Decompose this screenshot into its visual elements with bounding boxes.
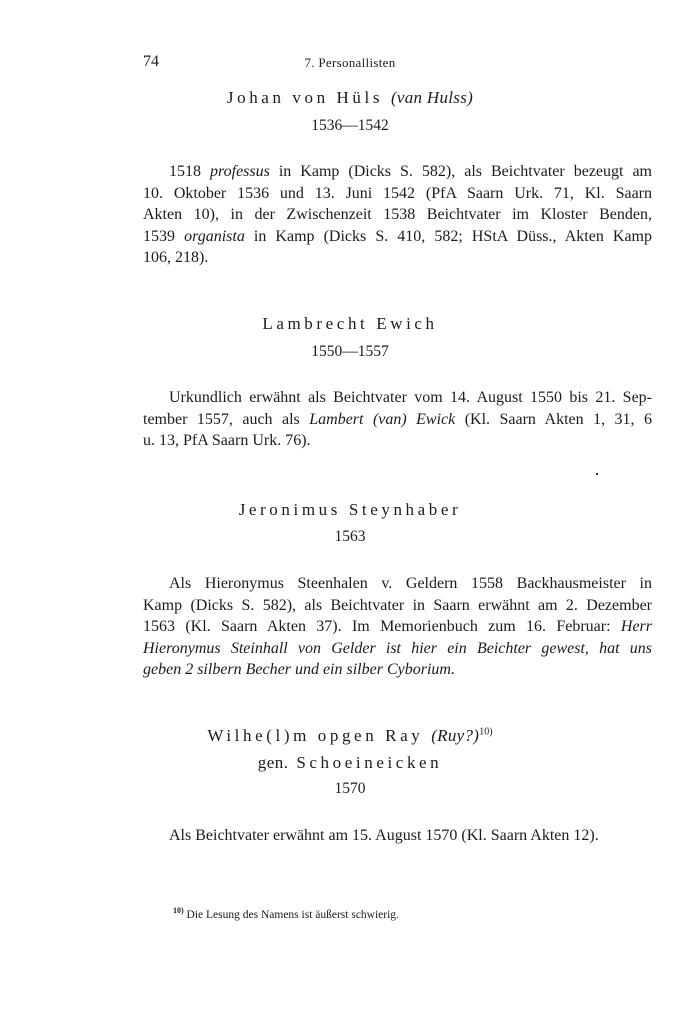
entry-heading (0, 88, 700, 108)
entry-paragraph (143, 825, 652, 847)
entry-paragraph (143, 161, 652, 269)
entry-years: 1550—1557 (311, 343, 389, 360)
entry-paragraph (143, 573, 652, 681)
paragraph-line: tember 1557, auch als Lambert (van) Ewick (Kl. Saarn Akten 1, 31, 6 (143, 410, 652, 428)
entry-years: 1570 (334, 780, 366, 797)
alias-label: gen. (257, 753, 289, 772)
person-name: Jeronimus Steynhaber (238, 500, 462, 519)
entry-heading (0, 500, 700, 520)
paragraph-line: 106, 218). (143, 249, 209, 266)
italic-text: organista (184, 227, 245, 245)
alias-name: Schoeineicken (296, 753, 443, 772)
page-number: 74 (143, 53, 159, 70)
entry-paragraph (143, 387, 652, 452)
entry-years: 1536—1542 (311, 117, 389, 134)
entry-heading (0, 314, 700, 334)
person-name: Johan von Hüls (226, 88, 384, 107)
paragraph-line: 1563 (Kl. Saarn Akten 37). Im Memorienbuch zum 16. Februar: Herr (143, 618, 652, 635)
person-name: Lambrecht Ewich (262, 314, 438, 333)
paragraph-line: Akten 10), in der Zwischenzeit 1538 Beichtvater im Kloster Benden, (143, 206, 652, 223)
paragraph-line: Als Hieronymus Steenhalen v. Geldern 1558 Backhausmeister in (169, 575, 652, 592)
footnote-ref: 10) (479, 726, 493, 738)
paragraph-line: 1518 professus in Kamp (Dicks S. 582), als Beichtvater bezeugt am (169, 163, 652, 180)
italic-text: Hieronymus Steinhall von Gelder ist hier ein Beichter gewest, hat uns (143, 639, 652, 657)
entry-alias (0, 753, 700, 773)
person-alt-name: (Ruy?) (431, 726, 480, 745)
footnote-text: Die Lesung des Namens ist äußerst schwierig. (186, 908, 399, 921)
italic-text: Herr (620, 618, 652, 635)
entry-heading (0, 726, 700, 746)
person-name: Wilhe(l)m opgen Ray (207, 726, 424, 745)
paragraph-line: Urkundlich erwähnt als Beichtvater vom 14. August 1550 bis 21. Sep- (169, 389, 652, 406)
running-title: 7. Personallisten (304, 55, 396, 70)
paragraph-line (143, 638, 652, 660)
italic-text: professus (210, 163, 270, 180)
paragraph-line: 10. Oktober 1536 und 13. Juni 1542 (PfA Saarn Urk. 71, Kl. Saarn (143, 184, 652, 202)
paragraph-line: Als Beichtvater erwähnt am 15. August 1570 (Kl. Saarn Akten 12). (169, 827, 599, 844)
italic-text: Lambert (van) Ewick (309, 410, 456, 428)
person-alt-name: (van Hulss) (390, 88, 474, 107)
footnote (173, 906, 399, 921)
paragraph-line: u. 13, PfA Saarn Urk. 76). (143, 432, 311, 449)
footnote-marker: 10) (173, 906, 184, 915)
paragraph-line: 1539 organista in Kamp (Dicks S. 410, 582; HStA Düss., Akten Kamp (143, 227, 652, 245)
italic-text: geben 2 silbern Becher und ein silber Cyborium. (143, 661, 455, 678)
paragraph-line (143, 659, 652, 681)
entry-years: 1563 (334, 528, 366, 545)
paragraph-line: Kamp (Dicks S. 582), als Beichtvater in Saarn erwähnt am 2. Dezember (143, 596, 652, 614)
speck (596, 473, 598, 475)
